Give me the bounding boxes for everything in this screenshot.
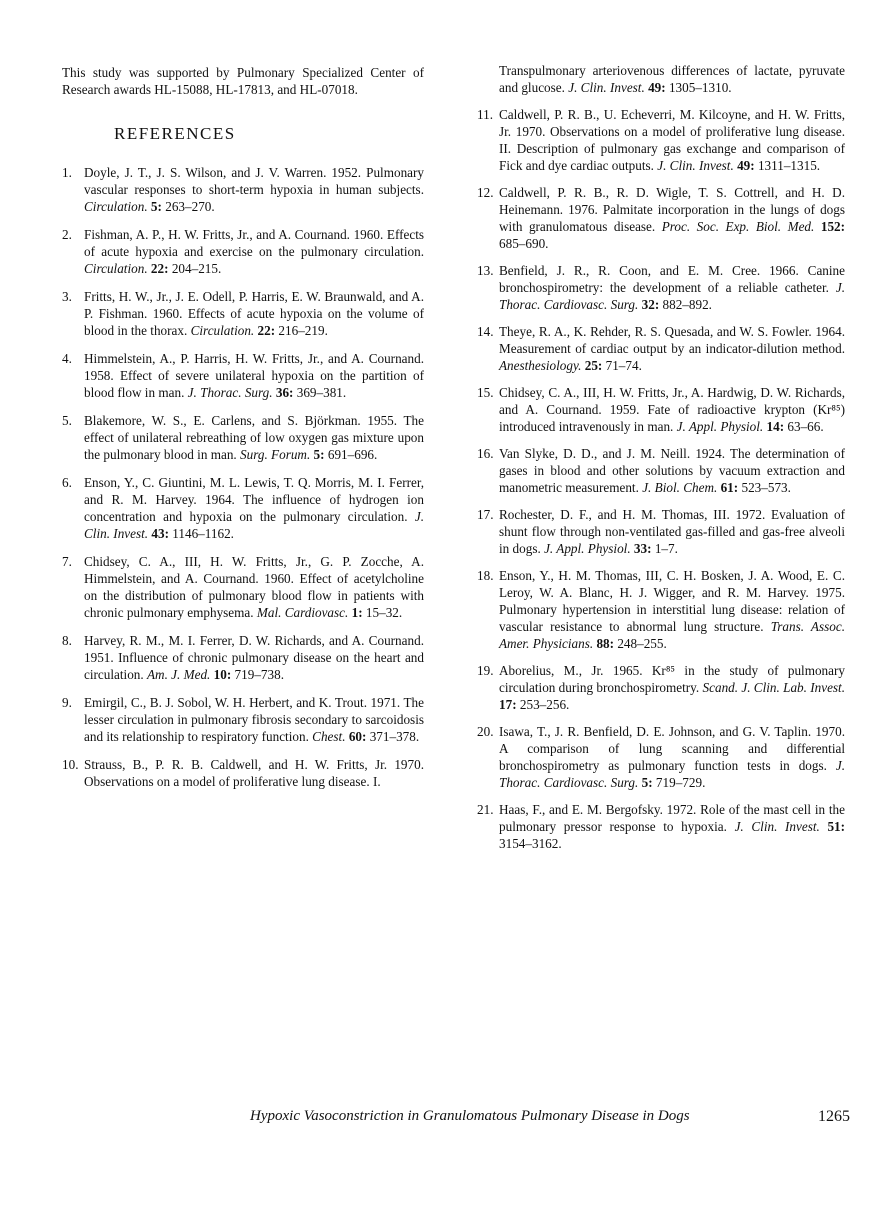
ref-number: 4. xyxy=(62,351,72,366)
reference-item xyxy=(477,184,845,252)
ref-pages: 263–270. xyxy=(165,199,215,214)
reference-item xyxy=(477,723,845,791)
ref-pages: 248–255. xyxy=(617,636,667,651)
ref-number: 7. xyxy=(62,554,72,569)
acknowledgment: This study was supported by Pulmonary Specialized Center of Research awards HL-15088, HL-17813, and HL-07018. xyxy=(62,65,424,97)
ref-volume: 60: xyxy=(348,729,367,744)
ref-journal: J. Appl. Physiol. xyxy=(676,419,764,434)
ref-pages: 523–573. xyxy=(741,480,791,495)
ref-volume: 22: xyxy=(257,323,276,338)
ref-number: 10. xyxy=(62,757,79,772)
ref-volume: 43: xyxy=(151,526,169,541)
ref-text: Van Slyke, D. D., and J. M. Neill. 1924. The determination of gases in blood and other solutions by vacuum extraction and manometric measurement. xyxy=(499,446,845,495)
reference-item xyxy=(477,323,845,374)
right-column xyxy=(477,62,845,862)
left-column xyxy=(62,64,424,801)
ref-journal: Proc. Soc. Exp. Biol. Med. xyxy=(661,219,815,234)
reference-item xyxy=(477,262,845,313)
ref-journal: Chest. xyxy=(312,729,346,744)
ref-number: 5. xyxy=(62,413,72,428)
ref-text: Theye, R. A., K. Rehder, R. S. Quesada, and W. S. Fowler. 1964. Measurement of cardiac output by an indicator-dilution method. xyxy=(499,324,845,356)
ref-pages: 63–66. xyxy=(787,419,824,434)
reference-continuation xyxy=(499,62,845,96)
page-footer xyxy=(250,1108,850,1125)
ref-number: 16. xyxy=(477,446,494,461)
reference-item xyxy=(62,412,424,463)
ref-text: Rochester, D. F., and H. M. Thomas, III. 1972. Evaluation of shunt flow through non-ventilated gas-filled and gas-free alveoli in dogs. xyxy=(499,507,845,556)
ref-pages: 719–729. xyxy=(655,775,706,790)
ref-volume: 88: xyxy=(596,636,615,651)
ref-pages: 1305–1310. xyxy=(668,80,732,95)
ref-text: Benfield, J. R., R. Coon, and E. M. Cree. 1966. Canine bronchospirometry: the development of a reliable catheter. xyxy=(499,263,845,295)
ref-pages: 719–738. xyxy=(234,667,284,682)
reference-item xyxy=(62,694,424,745)
ref-text: Harvey, R. M., M. I. Ferrer, D. W. Richards, and A. Cournand. 1951. Influence of chronic pulmonary disease on the heart and circulation. xyxy=(84,633,424,682)
reference-item xyxy=(62,553,424,621)
reference-item xyxy=(477,106,845,174)
ref-volume: 49: xyxy=(737,158,755,173)
ref-journal: Am. J. Med. xyxy=(146,667,211,682)
reference-item xyxy=(477,445,845,496)
ref-pages: 253–256. xyxy=(519,697,570,712)
ref-number: 2. xyxy=(62,227,72,242)
reference-item xyxy=(62,350,424,401)
ref-volume: 33: xyxy=(633,541,652,556)
reference-item xyxy=(62,756,424,790)
ref-journal: Scand. J. Clin. Lab. Invest. xyxy=(702,680,846,695)
ref-text: Himmelstein, A., P. Harris, H. W. Fritts, Jr., and A. Cournand. 1958. Effect of severe unilateral hypoxia on the partition of blood flow in man. xyxy=(84,351,424,400)
ref-text: Enson, Y., H. M. Thomas, III, C. H. Bosken, J. A. Wood, E. C. Leroy, W. A. Blanc, H. J. Wigger, and R. M. Harvey. 1975. Pulmonary hypertension in interstitial lung disease: relation of vascular resistance to abnormal lung structure. xyxy=(499,568,845,634)
ref-volume: 49: xyxy=(648,80,666,95)
ref-journal: J. Thorac. Cardiovasc. Surg. xyxy=(499,280,845,312)
reference-item xyxy=(62,474,424,542)
ref-number: 12. xyxy=(477,185,494,200)
ref-number: 19. xyxy=(477,663,494,678)
ref-text: Aborelius, M., Jr. 1965. Kr⁸⁵ in the study of pulmonary circulation during bronchospirometry. xyxy=(499,663,845,695)
reference-item xyxy=(477,801,845,852)
ref-number: 3. xyxy=(62,289,72,304)
ref-text: Transpulmonary arteriovenous differences of lactate, pyruvate and glucose. xyxy=(499,63,845,95)
ref-journal: Circulation. xyxy=(84,261,148,276)
ref-text: Doyle, J. T., J. S. Wilson, and J. V. Warren. 1952. Pulmonary vascular responses to short-term hypoxia in human subjects. xyxy=(84,165,424,197)
ref-text: Enson, Y., C. Giuntini, M. L. Lewis, T. Q. Morris, M. I. Ferrer, and R. M. Harvey. 1964. The influence of hydrogen ion concentration and hypoxia on the pulmonary circulation. xyxy=(84,475,424,524)
ref-volume: 17: xyxy=(499,697,517,712)
ref-text: Caldwell, P. R. B., R. D. Wigle, T. S. Cottrell, and H. D. Heinemann. 1976. Palmitate incorporation in the lungs of dogs with granulomatous disease. xyxy=(499,185,845,234)
ref-pages: 3154–3162. xyxy=(499,836,562,851)
ref-pages: 216–219. xyxy=(278,323,328,338)
reference-item xyxy=(62,164,424,215)
ref-volume: 10: xyxy=(213,667,232,682)
ref-text: Emirgil, C., B. J. Sobol, W. H. Herbert, and K. Trout. 1971. The lesser circulation in pulmonary fibrosis secondary to sarcoidosis and its relationship to respiratory function. xyxy=(84,695,424,744)
reference-item xyxy=(62,226,424,277)
ref-number: 8. xyxy=(62,633,72,648)
reference-item xyxy=(477,662,845,713)
ref-volume: 5: xyxy=(313,447,325,462)
ref-journal: Surg. Forum. xyxy=(240,447,311,462)
ref-pages: 691–696. xyxy=(327,447,378,462)
ref-volume: 61: xyxy=(720,480,739,495)
ref-volume: 14: xyxy=(766,419,785,434)
ref-volume: 152: xyxy=(820,219,846,234)
ref-number: 14. xyxy=(477,324,494,339)
ref-text: Haas, F., and E. M. Bergofsky. 1972. Role of the mast cell in the pulmonary pressor response to hypoxia. xyxy=(499,802,845,834)
ref-pages: 685–690. xyxy=(499,236,549,251)
reference-list-left xyxy=(62,164,424,790)
ref-journal: J. Clin. Invest. xyxy=(84,509,425,541)
ref-number: 15. xyxy=(477,385,494,400)
ref-pages: 371–378. xyxy=(369,729,420,744)
reference-list-right xyxy=(477,106,845,852)
ref-volume: 25: xyxy=(584,358,603,373)
ref-text: Caldwell, P. R. B., U. Echeverri, M. Kilcoyne, and H. W. Fritts, Jr. 1970. Observations on a model of proliferative lung disease. II. Description of pulmonary gas exchange and comparison of Fick and dye cardiac outputs. xyxy=(499,107,845,173)
ref-journal: Circulation. xyxy=(190,323,255,338)
ref-volume: 36: xyxy=(275,385,294,400)
ref-pages: 882–892. xyxy=(662,297,712,312)
reference-item xyxy=(477,567,845,652)
ref-journal: Trans. Assoc. Amer. Physicians. xyxy=(499,619,846,651)
ref-number: 18. xyxy=(477,568,494,583)
ref-volume: 32: xyxy=(641,297,660,312)
ref-volume: 5: xyxy=(641,775,653,790)
ref-text: Isawa, T., J. R. Benfield, D. E. Johnson, and G. V. Taplin. 1970. A comparison of lung scanning and differential bronchospirometry as pulmonary function tests in dogs. xyxy=(499,724,845,773)
references-heading: REFERENCES xyxy=(114,124,236,143)
ref-pages: 15–32. xyxy=(365,605,403,620)
ref-volume: 1: xyxy=(351,605,363,620)
ref-text: Fishman, A. P., H. W. Fritts, Jr., and A. Cournand. 1960. Effects of acute hypoxia and exercise on the pulmonary circulation. xyxy=(84,227,424,259)
ref-journal: Mal. Cardiovasc. xyxy=(256,605,349,620)
ref-journal: Anesthesiology. xyxy=(499,358,582,373)
reference-item xyxy=(62,288,424,339)
ref-text: Strauss, B., P. R. B. Caldwell, and H. W. Fritts, Jr. 1970. Observations on a model of proliferative lung disease. I. xyxy=(84,757,424,789)
running-title: Hypoxic Vasoconstriction in Granulomatous Pulmonary Disease in Dogs xyxy=(250,1108,690,1124)
ref-journal: J. Thorac. Cardiovasc. Surg. xyxy=(499,758,845,790)
ref-volume: 51: xyxy=(827,819,846,834)
ref-text: Chidsey, C. A., III, H. W. Fritts, Jr., G. P. Zocche, A. Himmelstein, and A. Cournand. 1960. Effect of acetylcholine on the distribution of pulmonary blood flow in patients with chronic pulmonary emphysema. xyxy=(84,554,424,620)
ref-pages: 71–74. xyxy=(605,358,642,373)
ref-number: 20. xyxy=(477,724,494,739)
ref-text: Fritts, H. W., Jr., J. E. Odell, P. Harris, E. W. Braunwald, and A. P. Fishman. 1960. Effects of acute hypoxia on the volume of blood in the thorax. xyxy=(84,289,424,338)
ref-volume: 5: xyxy=(150,199,162,214)
ref-number: 6. xyxy=(62,475,72,490)
ref-volume: 22: xyxy=(150,261,169,276)
ref-text: Chidsey, C. A., III, H. W. Fritts, Jr., A. Hardwig, D. W. Richards, and A. Cournand. 1959. Fate of radioactive krypton (Kr⁸⁵) introduced intravenously in man. xyxy=(499,385,845,434)
ref-journal: Circulation. xyxy=(84,199,148,214)
reference-item xyxy=(62,632,424,683)
reference-item xyxy=(477,506,845,557)
ref-journal: J. Clin. Invest. xyxy=(568,80,645,95)
ref-number: 21. xyxy=(477,802,494,817)
ref-journal: J. Appl. Physiol. xyxy=(544,541,631,556)
ref-number: 17. xyxy=(477,507,494,522)
ref-journal: J. Clin. Invest. xyxy=(657,158,734,173)
ref-number: 9. xyxy=(62,695,72,710)
ref-number: 13. xyxy=(477,263,494,278)
ref-number: 1. xyxy=(62,165,72,180)
ref-pages: 1–7. xyxy=(654,541,678,556)
ref-journal: J. Thorac. Surg. xyxy=(187,385,273,400)
page-number: 1265 xyxy=(818,1108,850,1125)
ref-journal: J. Biol. Chem. xyxy=(642,480,718,495)
ref-number: 11. xyxy=(477,107,493,122)
reference-item xyxy=(477,384,845,435)
ref-pages: 204–215. xyxy=(171,261,222,276)
ref-text: Blakemore, W. S., E. Carlens, and S. Björkman. 1955. The effect of unilateral rebreathing of low oxygen gas mixture upon the pulmonary blood in man. xyxy=(84,413,424,462)
ref-pages: 369–381. xyxy=(296,385,347,400)
ref-pages: 1146–1162. xyxy=(172,526,234,541)
ref-journal: J. Clin. Invest. xyxy=(734,819,820,834)
ref-pages: 1311–1315. xyxy=(757,158,821,173)
